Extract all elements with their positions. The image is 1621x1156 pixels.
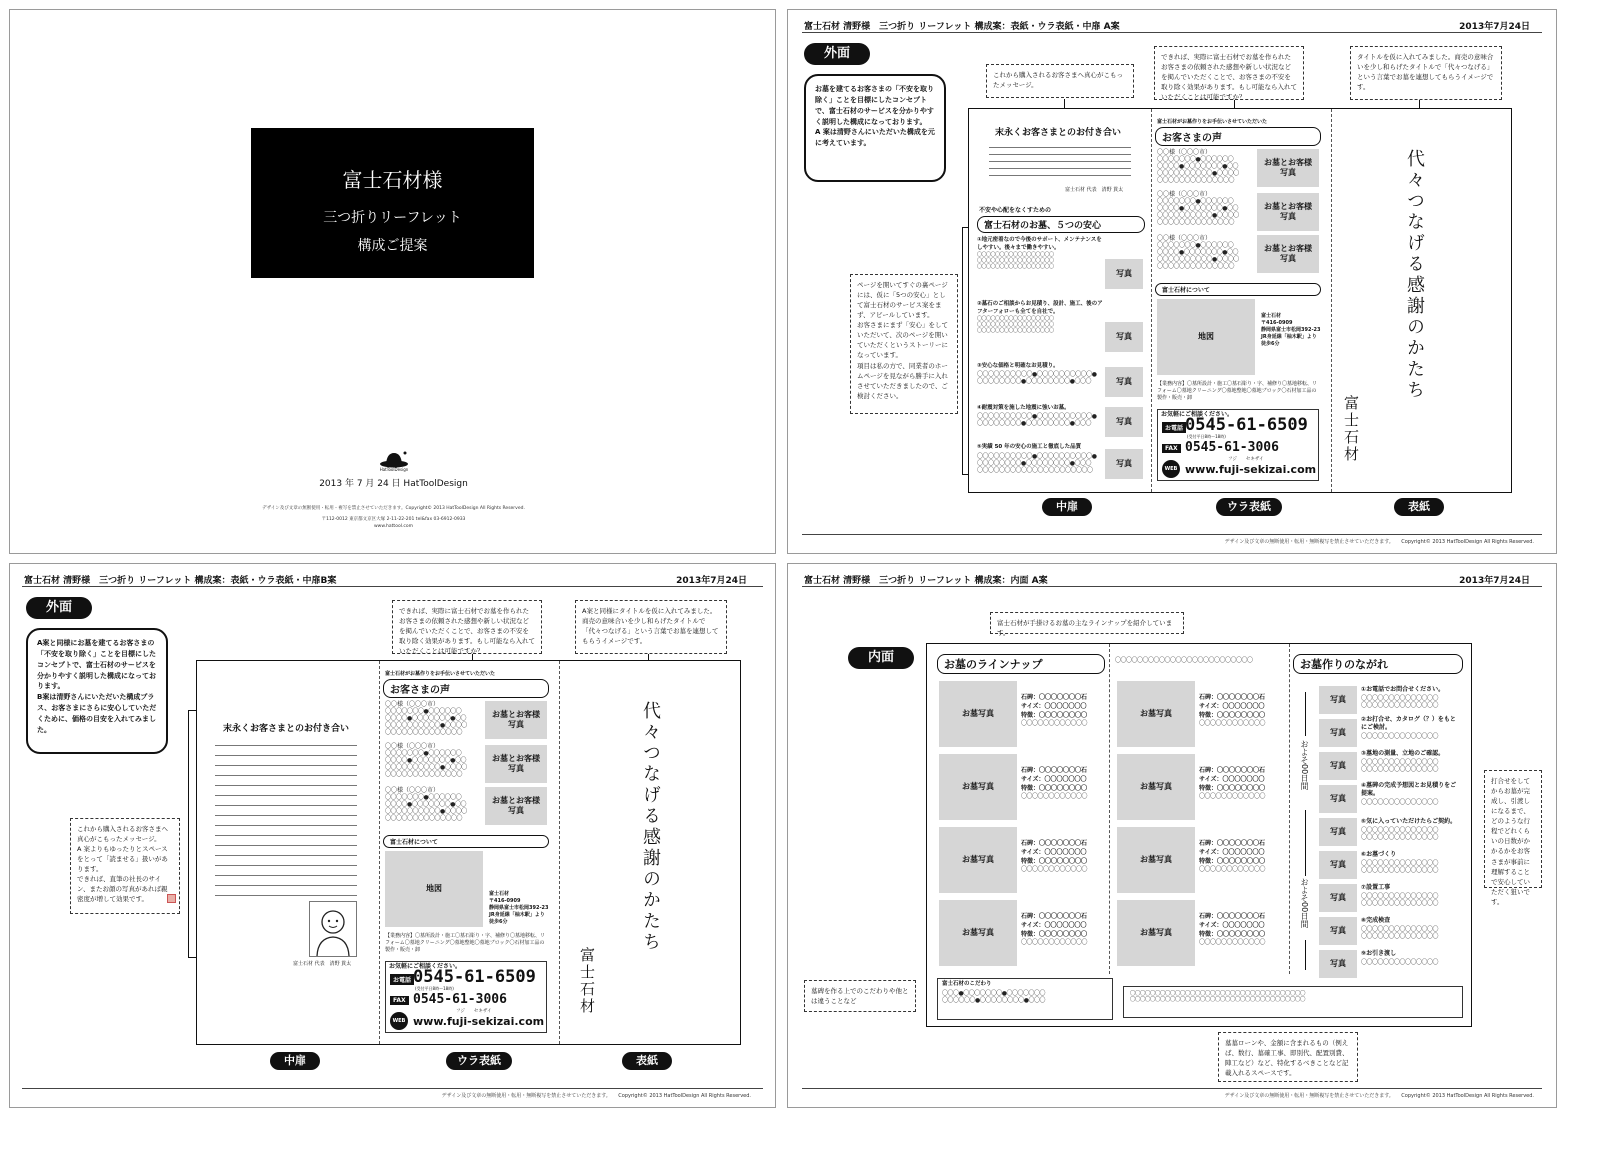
spec-dots: 〇〇〇〇〇〇〇〇〇〇〇〇 <box>1021 720 1088 727</box>
lineup-photo: お墓写真 <box>1117 681 1195 747</box>
spec-feature: 特徴：〇〇〇〇〇〇〇〇 <box>1021 931 1088 938</box>
spec-size: サイズ：〇〇〇〇〇〇〇 <box>1199 922 1265 929</box>
note-voice: できれば、実際に富士石材でお墓を作られたお客さまの依頼された感想や新しい状況などを掲んでいただくことで、お客さまの不安を取り除く効果があります。もし可能なら入れていただくことは可能ですか？ <box>392 600 542 654</box>
loan-box <box>1123 986 1463 1018</box>
spec-size: サイズ：〇〇〇〇〇〇〇 <box>1199 849 1265 856</box>
greeting-line <box>215 815 357 816</box>
spec-stone: 石碑：〇〇〇〇〇〇〇石 <box>1199 694 1266 701</box>
spec-size: サイズ：〇〇〇〇〇〇〇 <box>1021 922 1087 929</box>
fold-line-2 <box>1331 109 1332 492</box>
tel-tag: お電話 <box>390 974 414 985</box>
lineup-photo: お墓写真 <box>939 827 1017 893</box>
label-naka: 中扉 <box>1042 498 1092 516</box>
outer-plan-a-sheet <box>787 9 1557 554</box>
flow-photo: 写真 <box>1319 884 1357 912</box>
business-content: 【業務内容】〇墓所設計・施工〇墓石彫り・字、補修り〇墓地移転、リフォーム〇墓地クリーニング〇墓地整地〇墓地ブロック〇石材加工品の製作・販売・卸 <box>385 933 546 953</box>
flow-dots: 〇〇〇〇〇〇〇〇〇〇〇〇〇〇 〇〇〇〇〇〇〇〇〇〇〇〇〇〇 <box>1361 759 1439 773</box>
fold-line-2 <box>559 661 560 1044</box>
voice-photo-1: お墓とお客様 写真 <box>1257 149 1319 187</box>
lineup-photo: お墓写真 <box>939 900 1017 966</box>
leaflet-frame-inner <box>926 643 1472 1027</box>
lineup-photo: お墓写真 <box>939 681 1017 747</box>
web-icon: WEB <box>1162 460 1180 478</box>
greeting-line <box>215 835 357 836</box>
tel-hours: (受付平日8時～18時) <box>415 986 454 991</box>
flow-dots: 〇〇〇〇〇〇〇〇〇〇〇〇〇〇 〇〇〇〇〇〇〇〇〇〇〇〇〇〇 <box>1361 695 1439 709</box>
anshin-item-4: ④耐震対策を施した地震に強いお墓。 <box>977 405 1070 411</box>
cover-vertical-title: 代々つなげる感謝のかたち <box>1404 149 1425 401</box>
spec-stone: 石碑：〇〇〇〇〇〇〇石 <box>1199 767 1266 774</box>
footer-copyright: デザイン及び文章の無断使用・転用・無断複写を禁止させていただきます。 Copyright© 2013 HatToolDesign All Rights Reserved. <box>1224 539 1534 545</box>
voice-photo-2: お墓とお客様 写真 <box>1257 193 1319 231</box>
inner-plan-a-sheet <box>787 563 1557 1108</box>
about-title: 富士石材について <box>383 835 549 848</box>
cover-date: 2013 年 7 月 24 日 HatToolDesign <box>319 479 468 489</box>
business-content: 【業務内容】〇墓所設計・施工〇墓石彫り・字、補修り〇墓地移転、リフォーム〇墓地クリーニング〇墓地整地〇墓地ブロック〇石材加工品の製作・販売・卸 <box>1157 381 1318 401</box>
greeting-line <box>989 154 1131 155</box>
spec-feature: 特徴：〇〇〇〇〇〇〇〇 <box>1199 931 1266 938</box>
note-left-message: これから購入されるお客さまへ真心がこもったメッセージ。 A 案よりもゆったりとスペースをとって「読ませる」扱いがあります。 できれば、直筆の社長のサイン、またお顔の写真があれば親密度が増して効果です。 <box>70 818 180 914</box>
fax-tag: FAX <box>390 996 409 1005</box>
greeting-line <box>215 785 357 786</box>
spec-stone: 石碑：〇〇〇〇〇〇〇石 <box>1021 840 1088 847</box>
concept-callout: A案と同様にお墓を建てるお客さまの「不安を取り除く」ことを目標にしたコンセプトで、富士石材のサービスを分かりやすく説明した構成になっております。 B案は清野さんにいただいた構成プラス、お客さまにさらに安心していただくために、価格の目安を入れてみました。 <box>26 628 168 754</box>
spec-dots: 〇〇〇〇〇〇〇〇〇〇〇〇 <box>1021 866 1088 873</box>
web-url: www.fuji-sekizai.com <box>413 1015 545 1028</box>
footer-rule <box>22 1088 763 1089</box>
fold-line-1 <box>379 661 380 1044</box>
signer: 富士石材 代表 清野 貫太 <box>1065 187 1124 193</box>
voice-photo-1: お墓とお客様 写真 <box>485 701 547 739</box>
cover-sheet <box>9 9 776 554</box>
voice-body: 〇〇〇〇〇〇〇●〇〇〇〇〇〇 〇〇〇〇●〇〇〇〇〇〇〇●〇〇 〇〇〇〇〇〇〇〇〇〇●〇〇〇〇 〇〇〇〇〇〇〇〇〇〇〇〇〇〇 <box>385 750 467 778</box>
voice-title: お客さまの声 <box>383 679 549 698</box>
greeting-line <box>215 755 357 756</box>
greeting-heading: 末永くお客さまとのお付き合い <box>995 128 1122 138</box>
title-rule <box>802 32 1542 33</box>
fold-line-1 <box>1109 644 1110 974</box>
voice-meta: 〇〇様（〇〇〇市） <box>385 743 440 750</box>
note-lineup: 富士石材が手掛けるお墓の主なラインナップを紹介しています。 <box>990 612 1184 634</box>
cover-copyright: デザイン及び文章の無断使用・転用・複写を禁止させていただきます。Copyright© 2013 HatToolDesign All Rights Reserved. <box>262 506 525 511</box>
greeting-line <box>215 805 357 806</box>
sheet-title: 富士石材 清野様 三つ折り リーフレット 構成案：内面 A案 <box>804 576 1048 586</box>
cover-company: 富士石材様 <box>342 168 443 192</box>
greeting-line <box>215 895 357 896</box>
contact-pre: お気軽にご相談ください。 <box>389 963 462 970</box>
tel-tag: お電話 <box>1162 422 1186 433</box>
greeting-line <box>215 865 357 866</box>
contact-box <box>385 961 547 1033</box>
anshin-item-4-body: 〇〇〇〇〇〇〇〇〇〇●〇〇〇〇〇〇〇〇〇〇● 〇〇〇〇〇〇〇〇●〇〇〇〇〇〇〇〇●〇〇〇 <box>977 413 1097 427</box>
greeting-line <box>215 885 357 886</box>
voice-meta: 〇〇様（〇〇〇市） <box>1157 191 1212 198</box>
anshin-item-1: ①地元密着なので今後のサポート、メンテナンスをしやすい。後々まで働きやすい。 <box>977 237 1102 251</box>
voice-body: 〇〇〇〇〇〇〇●〇〇〇〇〇〇 〇〇〇〇●〇〇〇〇〇〇〇●〇〇 〇〇〇〇〇〇〇〇〇〇●〇〇〇〇 〇〇〇〇〇〇〇〇〇〇〇〇〇〇 <box>385 708 467 736</box>
tel-number: 0545-61-6509 <box>1185 415 1308 435</box>
anshin-item-3-body: 〇〇〇〇〇〇〇〇〇〇●〇〇〇〇〇〇〇〇〇〇● 〇〇〇〇〇〇〇〇●〇〇〇〇〇〇〇〇●〇〇〇 <box>977 371 1097 385</box>
note-title: A案と同様にタイトルを仮に入れてみました。商売の意味合いを少し和らげたタイトルで「代々つなげる」という言葉でお墓を連想してもらうイメージです。 <box>575 600 727 654</box>
voice-body: 〇〇〇〇〇〇〇●〇〇〇〇〇〇 〇〇〇〇●〇〇〇〇〇〇〇●〇〇 〇〇〇〇〇〇〇〇〇〇●〇〇〇〇 〇〇〇〇〇〇〇〇〇〇〇〇〇〇 <box>1157 156 1239 184</box>
flow-dots: 〇〇〇〇〇〇〇〇〇〇〇〇〇〇 〇〇〇〇〇〇〇〇〇〇〇〇〇〇 <box>1361 860 1439 874</box>
voice-meta: 〇〇様（〇〇〇市） <box>385 787 440 794</box>
label-ura: ウラ表紙 <box>446 1052 512 1070</box>
spec-dots: 〇〇〇〇〇〇〇〇〇〇〇〇 <box>1021 793 1088 800</box>
spec-feature: 特徴：〇〇〇〇〇〇〇〇 <box>1021 712 1088 719</box>
spec-feature: 特徴：〇〇〇〇〇〇〇〇 <box>1199 785 1266 792</box>
map-placeholder: 地図 <box>385 851 483 927</box>
flow-photo: 写真 <box>1319 719 1357 747</box>
section-label-outer: 外面 <box>26 597 92 619</box>
flow-photo: 写真 <box>1319 851 1357 879</box>
lineup-title: お墓のラインナップ <box>937 654 1105 674</box>
cover-address: 〒112-0012 東京都文京区大塚 2-11-22-201 tel&fax 03-6912-0933 <box>321 517 466 522</box>
sheet-date: 2013年7月24日 <box>676 576 747 586</box>
flow-step-1: ①お電話でお問合せください。 <box>1361 686 1445 693</box>
spec-size: サイズ：〇〇〇〇〇〇〇 <box>1199 776 1265 783</box>
cover-proposal: 構成ご提案 <box>357 238 428 254</box>
greeting-line <box>215 745 357 746</box>
spec-dots: 〇〇〇〇〇〇〇〇〇〇〇〇 <box>1199 866 1266 873</box>
loan-dots: 〇〇〇〇〇〇〇〇〇〇〇〇〇〇〇〇〇〇〇〇〇〇〇〇〇〇〇〇〇〇〇〇〇〇〇 〇〇〇〇〇〇〇〇〇〇〇〇〇〇〇〇〇〇〇〇〇〇〇〇〇〇〇〇〇〇〇〇〇〇〇 <box>1130 991 1306 1004</box>
cover-vertical-company: 富士石材 <box>578 947 596 1015</box>
voice-pre: 富士石材がお墓作りをお手伝いさせていただいた <box>385 671 496 677</box>
anshin-item-1-body: 〇〇〇〇〇〇〇〇〇〇〇〇〇〇〇〇〇 〇〇〇〇〇〇〇〇〇〇〇〇〇〇〇〇〇 〇〇〇〇〇〇〇〇〇〇〇〇〇〇〇〇〇 <box>977 252 1054 270</box>
anshin-photo-2: 写真 <box>1105 322 1143 352</box>
anshin-photo-4: 写真 <box>1105 407 1143 437</box>
period-arrow-line <box>1305 940 1306 970</box>
section-label-outer: 外面 <box>804 43 870 65</box>
spec-stone: 石碑：〇〇〇〇〇〇〇石 <box>1021 694 1088 701</box>
label-naka: 中扉 <box>270 1052 320 1070</box>
voice-title: お客さまの声 <box>1155 127 1321 146</box>
flow-dots: 〇〇〇〇〇〇〇〇〇〇〇〇〇〇 <box>1361 959 1439 966</box>
label-hyoushi: 表紙 <box>622 1052 672 1070</box>
flow-photo: 写真 <box>1319 950 1357 978</box>
flow-step-6: ⑥お墓づくり <box>1361 851 1397 858</box>
kodawari-title: 富士石材のこだわり <box>942 981 992 987</box>
tel-hours: (受付平日8時～18時) <box>1187 434 1226 439</box>
voice-body: 〇〇〇〇〇〇〇●〇〇〇〇〇〇 〇〇〇〇●〇〇〇〇〇〇〇●〇〇 〇〇〇〇〇〇〇〇〇〇●〇〇〇〇 〇〇〇〇〇〇〇〇〇〇〇〇〇〇 <box>385 794 467 822</box>
spec-feature: 特徴：〇〇〇〇〇〇〇〇 <box>1199 712 1266 719</box>
greeting-line <box>989 147 1131 148</box>
spec-size: サイズ：〇〇〇〇〇〇〇 <box>1021 849 1087 856</box>
concept-callout: お墓を建てるお客さまの「不安を取り除く」ことを目標にしたコンセプトで、富士石材のサービスを分かりやすく説明した構成になっております。 A 案は清野さんにいただいた構成を元に考えています。 <box>804 74 946 182</box>
anshin-title: 富士石材のお墓、５つの安心 <box>977 216 1145 233</box>
company-info: 富士石材 〒416-0909 静岡県富士市松岡392-23 JR身延線「柚木駅」より 徒歩6分 <box>489 891 549 925</box>
voice-meta: 〇〇様（〇〇〇市） <box>1157 149 1212 156</box>
footer-copyright: デザイン及び文章の無断使用・転用・無断複写を禁止させていただきます。 Copyright© 2013 HatToolDesign All Rights Reserved. <box>441 1093 751 1099</box>
contact-pre: お気軽にご相談ください。 <box>1161 411 1234 418</box>
map-placeholder: 地図 <box>1157 299 1255 375</box>
hat-logo-icon <box>379 450 409 468</box>
flow-photo: 写真 <box>1319 752 1357 780</box>
spec-size: サイズ：〇〇〇〇〇〇〇 <box>1021 776 1087 783</box>
note-message: これから購入されるお客さまへ真心がこもったメッセージ。 <box>986 64 1134 98</box>
fax-number: 0545-61-3006 <box>413 992 507 1007</box>
section-label-inner: 内面 <box>848 647 914 669</box>
greeting-line <box>215 795 357 796</box>
flow-dots: 〇〇〇〇〇〇〇〇〇〇〇〇〇〇 〇〇〇〇〇〇〇〇〇〇〇〇〇〇 <box>1361 926 1439 940</box>
voice-body: 〇〇〇〇〇〇〇●〇〇〇〇〇〇 〇〇〇〇●〇〇〇〇〇〇〇●〇〇 〇〇〇〇〇〇〇〇〇〇●〇〇〇〇 〇〇〇〇〇〇〇〇〇〇〇〇〇〇 <box>1157 242 1239 270</box>
title-rule <box>22 586 763 587</box>
label-hyoushi: 表紙 <box>1394 498 1444 516</box>
anshin-photo-5: 写真 <box>1105 449 1143 479</box>
note-loan: 墓墓ローンや、金額に含まれるもの（例えば、数行、墓確工事、即別代、配置別費、陣工など）など、特化するべきことなど記載入れるスペースです。 <box>1218 1032 1358 1082</box>
cover-url: www.hattool.com <box>374 524 413 529</box>
greeting-line <box>989 175 1131 176</box>
greeting-heading: 末永くお客さまとのお付き合い <box>223 724 350 734</box>
lineup-photo: お墓写真 <box>1117 754 1195 820</box>
bracket-left <box>188 710 196 958</box>
web-icon: WEB <box>390 1012 408 1030</box>
flow-step-5: ⑤気に入っていただけたらご契約。 <box>1361 818 1457 825</box>
note-flow: 打合せをしてからお墓が完成し、引渡しになるまで、どのような行程でどれくらいの日数がかかるかをお客さまが事前に理解することで安心していただく狙いです。 <box>1484 770 1542 888</box>
spec-stone: 石碑：〇〇〇〇〇〇〇石 <box>1021 913 1088 920</box>
spec-dots: 〇〇〇〇〇〇〇〇〇〇〇〇 <box>1199 939 1266 946</box>
kodawari-dots: 〇〇〇●〇〇〇〇〇〇〇●〇〇〇〇〇〇〇 〇〇〇〇〇〇●〇〇〇〇〇〇〇〇●〇〇〇 <box>942 990 1045 1004</box>
web-ruby: フジ セキザイ <box>456 1009 492 1014</box>
note-voice: できれば、実際に富士石材でお墓を作られたお客さまの依頼された感想や新しい状況などを掲んでいただくことで、お客さまの不安を取り除く効果があります。もし可能なら入れていただくことは可能ですか？ <box>1154 46 1304 100</box>
about-title: 富士石材について <box>1155 283 1321 296</box>
cover-subtitle: 三つ折りリーフレット <box>323 210 462 226</box>
fold-line-1 <box>1151 109 1152 492</box>
voice-body: 〇〇〇〇〇〇〇●〇〇〇〇〇〇 〇〇〇〇●〇〇〇〇〇〇〇●〇〇 〇〇〇〇〇〇〇〇〇〇●〇〇〇〇 〇〇〇〇〇〇〇〇〇〇〇〇〇〇 <box>1157 198 1239 226</box>
anshin-item-5: ⑤実績 50 年の安心の施工と徹底した品質 <box>977 444 1082 450</box>
sheet-title: 富士石材 清野様 三つ折り リーフレット 構成案：表紙・ウラ表紙・中扉B案 <box>24 576 337 586</box>
flow-dots: 〇〇〇〇〇〇〇〇〇〇〇〇〇〇 <box>1361 733 1439 740</box>
greeting-line <box>989 161 1131 162</box>
spec-size: サイズ：〇〇〇〇〇〇〇 <box>1021 703 1087 710</box>
flow-step-4: ④墓碑の完成予想図とお見積りをご提案。 <box>1361 782 1457 798</box>
footer-rule <box>802 1088 1542 1089</box>
portrait-icon <box>309 901 357 957</box>
lineup-photo: お墓写真 <box>1117 827 1195 893</box>
greeting-line <box>215 765 357 766</box>
greeting-line <box>215 875 357 876</box>
voice-photo-3: お墓とお客様 写真 <box>1257 235 1319 273</box>
period-arrow-line <box>1305 810 1306 876</box>
label-ura: ウラ表紙 <box>1216 498 1282 516</box>
lineup-photo: お墓写真 <box>939 754 1017 820</box>
spec-stone: 石碑：〇〇〇〇〇〇〇石 <box>1199 913 1266 920</box>
fold-line-2 <box>1289 644 1290 974</box>
cover-vertical-company: 富士石材 <box>1342 395 1360 463</box>
cover-logo-text: HatToolDesign <box>379 467 409 472</box>
flow-photo: 写真 <box>1319 818 1357 846</box>
web-url: www.fuji-sekizai.com <box>1185 463 1317 476</box>
tel-number: 0545-61-6509 <box>413 967 536 987</box>
spec-feature: 特徴：〇〇〇〇〇〇〇〇 <box>1199 858 1266 865</box>
footer-copyright: デザイン及び文章の無断使用・転用・無断複写を禁止させていただきます。 Copyright© 2013 HatToolDesign All Rights Reserved. <box>1224 1093 1534 1099</box>
flow-step-8: ⑧完成検査 <box>1361 917 1391 924</box>
sheet-date: 2013年7月24日 <box>1459 576 1530 586</box>
flow-dots: 〇〇〇〇〇〇〇〇〇〇〇〇〇〇 <box>1361 799 1439 806</box>
spec-stone: 石碑：〇〇〇〇〇〇〇石 <box>1199 840 1266 847</box>
voice-meta: 〇〇様（〇〇〇市） <box>1157 235 1212 242</box>
note-left-story: ページを開いてすぐの裏ページには、仮に「5つの安心」として富士石材のサービス案をまず、アピールしています。 お客さまにまず「安心」をしていただいて、次のページを開いていただくというストーリーになっています。 項目は私の方で、同業者のホームページを見ながら勝手に入れさせていただきましたので、ご検討ください。 <box>850 274 958 414</box>
spec-dots: 〇〇〇〇〇〇〇〇〇〇〇〇 <box>1199 720 1266 727</box>
flow-step-2: ②お打合せ、カタログ（？）をもとにご検討。 <box>1361 716 1456 732</box>
anshin-photo-3: 写真 <box>1105 367 1143 397</box>
leaflet-frame-a <box>968 108 1512 493</box>
flow-step-9: ⑨お引き渡し <box>1361 950 1397 957</box>
sheet-date: 2013年7月24日 <box>1459 22 1530 32</box>
anshin-item-2-body: 〇〇〇〇〇〇〇〇〇〇〇〇〇〇〇〇〇 〇〇〇〇〇〇〇〇〇〇〇〇〇〇〇〇〇 〇〇〇〇〇〇〇〇〇〇〇〇〇〇〇〇〇 <box>977 316 1054 334</box>
anshin-photo-1: 写真 <box>1105 259 1143 289</box>
outer-plan-b-sheet <box>9 563 776 1108</box>
sheet-title: 富士石材 清野様 三つ折り リーフレット 構成案：表紙・ウラ表紙・中扉 A案 <box>804 22 1120 32</box>
title-rule <box>802 586 1542 587</box>
voice-photo-2: お墓とお客様 写真 <box>485 745 547 783</box>
lineup-header-dots: 〇〇〇〇〇〇〇〇〇〇〇〇〇〇〇〇〇〇〇〇〇〇〇〇〇 <box>1115 657 1253 664</box>
greeting-line <box>215 825 357 826</box>
lineup-photo: お墓写真 <box>1117 900 1195 966</box>
cover-vertical-title: 代々つなげる感謝のかたち <box>640 701 661 953</box>
spec-dots: 〇〇〇〇〇〇〇〇〇〇〇〇 <box>1199 793 1266 800</box>
greeting-line <box>215 855 357 856</box>
contact-box <box>1157 409 1319 481</box>
greeting-line <box>215 775 357 776</box>
anshin-pre: 不安や心配をなくすための <box>979 207 1052 214</box>
period-label: およそ00日間 <box>1300 740 1309 791</box>
spec-feature: 特徴：〇〇〇〇〇〇〇〇 <box>1021 858 1088 865</box>
flow-photo: 写真 <box>1319 917 1357 945</box>
flow-step-3: ③墓地の測量、立地のご確認。 <box>1361 750 1445 757</box>
cover-title-block <box>251 128 534 278</box>
spec-dots: 〇〇〇〇〇〇〇〇〇〇〇〇 <box>1021 939 1088 946</box>
greeting-line <box>215 845 357 846</box>
flow-photo: 写真 <box>1319 785 1357 813</box>
kodawari-box <box>937 978 1113 1020</box>
anshin-item-2: ②墓石のご相談からお見積り、設計、施工、後のアフターフォローも全てを自社で。 <box>977 301 1103 315</box>
flow-step-7: ⑦設置工事 <box>1361 884 1391 891</box>
note-kodawari: 墓碑を作る上でのこだわりや他とは違うことなど <box>804 980 916 1012</box>
anshin-item-3: ③安心な価格と明確なお見積り。 <box>977 363 1059 369</box>
spec-stone: 石碑：〇〇〇〇〇〇〇石 <box>1021 767 1088 774</box>
web-ruby: フジ セキザイ <box>1228 457 1264 462</box>
note-title: タイトルを仮に入れてみました。商売の意味合いを少し和らげたタイトルで「代々つなげる」という言葉でお墓を連想してもらうイメージです。 <box>1350 46 1502 100</box>
signer: 富士石材 代表 清野 貫太 <box>293 961 352 967</box>
hanko-icon <box>167 894 176 903</box>
fax-number: 0545-61-3006 <box>1185 440 1279 455</box>
company-info: 富士石材 〒416-0909 静岡県富士市松岡392-23 JR身延線「柚木駅」より 徒歩6分 <box>1261 313 1321 347</box>
flow-dots: 〇〇〇〇〇〇〇〇〇〇〇〇〇〇 〇〇〇〇〇〇〇〇〇〇〇〇〇〇 <box>1361 893 1439 907</box>
leaflet-frame-b <box>196 660 741 1045</box>
anshin-item-5-body: 〇〇〇〇〇〇〇〇〇〇●〇〇〇〇〇〇〇〇〇〇● 〇〇〇〇〇〇〇〇●〇〇〇〇〇〇〇〇●〇〇〇 〇〇〇〇〇〇〇〇〇〇〇〇〇〇〇〇〇〇〇〇〇 <box>977 453 1097 474</box>
footer-rule <box>802 534 1542 535</box>
voice-meta: 〇〇様（〇〇〇市） <box>385 701 440 708</box>
flow-photo: 写真 <box>1319 686 1357 714</box>
greeting-line <box>989 168 1131 169</box>
voice-pre: 富士石材がお墓作りをお手伝いさせていただいた <box>1157 119 1268 125</box>
fax-tag: FAX <box>1162 444 1181 453</box>
spec-size: サイズ：〇〇〇〇〇〇〇 <box>1199 703 1265 710</box>
flow-title: お墓作りのながれ <box>1293 654 1463 674</box>
flow-dots: 〇〇〇〇〇〇〇〇〇〇〇〇〇〇 〇〇〇〇〇〇〇〇〇〇〇〇〇〇 <box>1361 827 1439 841</box>
voice-photo-3: お墓とお客様 写真 <box>485 787 547 825</box>
spec-feature: 特徴：〇〇〇〇〇〇〇〇 <box>1021 785 1088 792</box>
period-label: およそ00日間 <box>1300 878 1309 929</box>
period-arrow-line <box>1305 692 1306 736</box>
